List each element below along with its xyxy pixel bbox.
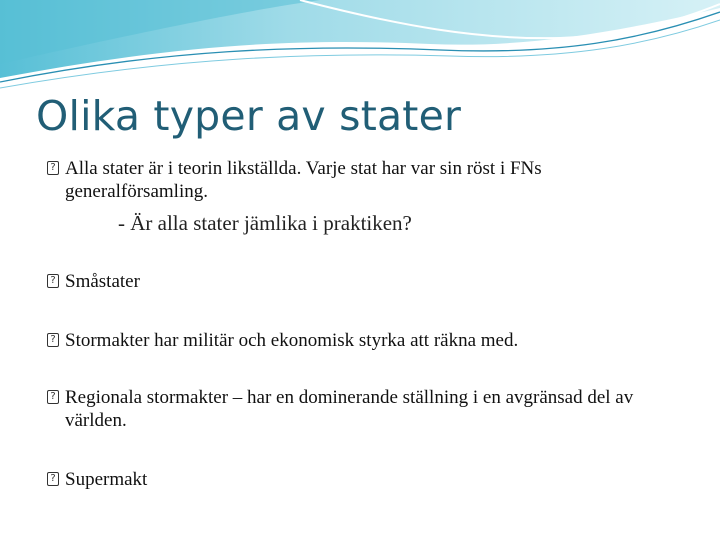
sub-bullet-text: - Är alla stater jämlika i praktiken? (118, 211, 412, 235)
bullet-text: Supermakt (65, 469, 148, 490)
bullet-text: Stormakter har militär och ekonomisk styrka att räkna med. (65, 330, 519, 351)
bullet-item (47, 157, 685, 203)
bullet-marker-icon: ? (47, 274, 59, 288)
bullet-marker-icon: ? (47, 390, 59, 404)
header-wave-decoration (0, 0, 720, 95)
bullet-text: Alla stater är i teorin likställda. Varje stat har var sin röst i FNs generalförsamling. (65, 158, 542, 202)
bullet-marker-icon: ? (47, 333, 59, 347)
slide-title: Olika typer av stater (36, 92, 462, 140)
bullet-text: Småstater (65, 271, 140, 292)
bullet-item (47, 468, 685, 491)
bullet-text: Regionala stormakter – har en dominerande ställning i en avgränsad del av världen. (65, 387, 634, 431)
bullet-marker-icon: ? (47, 472, 59, 486)
bullet-item (47, 386, 665, 432)
bullet-item (47, 329, 685, 352)
bullet-item (47, 270, 685, 293)
bullet-marker-icon: ? (47, 161, 59, 175)
